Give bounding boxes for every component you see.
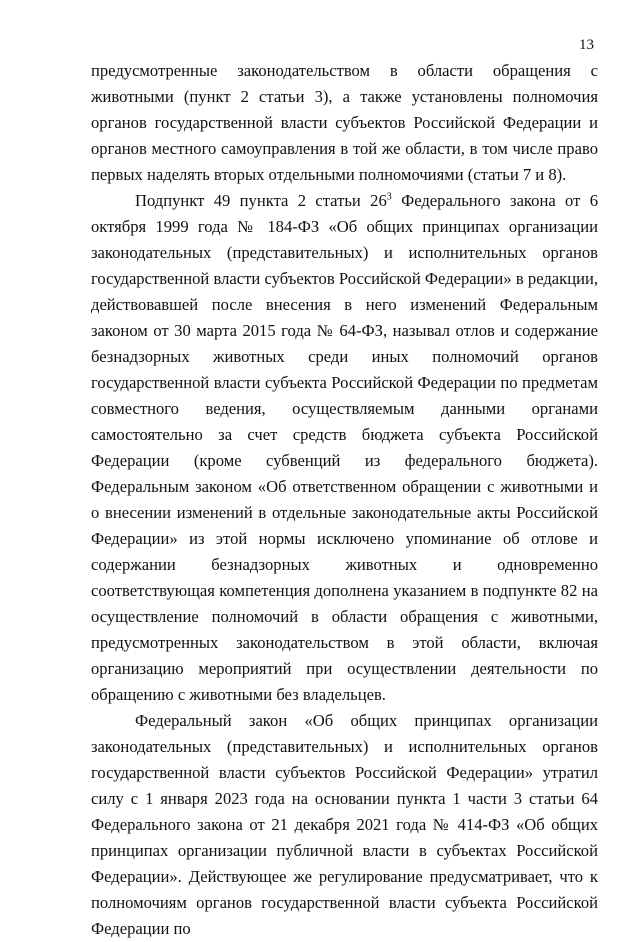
paragraph-1: предусмотренные законодательством в области обращения с животными (пункт 2 статьи 3), а также установлены полномочия органов государственной власти субъектов Российской Федерации и органов местного самоуправления в той же области, в том числе право первых наделять вторых отдельными полномочиями (статьи 7 и 8).: [91, 61, 598, 184]
page-number: 13: [579, 37, 594, 53]
paragraph-2-text-rest: Федерального закона от 6 октября 1999 года № 184-ФЗ «Об общих принципах организации законодательных (представительных) и исполнительных органов государственной власти субъектов Российской Федерации» в редакции, действовавшей после внесения в него изменений Федеральным законом от 30 марта 2015 года № 64-ФЗ, называл отлов и содержание безнадзорных животных среди иных полномочий органов государственной власти субъекта Российской Федерации по предметам совместного ведения, осуществляемым данными органами самостоятельно за счет средств бюджета субъекта Российской Федерации (кроме субвенций из федерального бюджета). Федеральным законом «Об ответственном обращении с животными и о внесении изменений в отдельные законодательные акты Российской Федерации» из этой нормы исключено упоминание об отлове и содержании безнадзорных животных и одновременно соответствующая компетенция дополнена указанием в подпункте 82 на осуществление полномочий в области обращения с животными, предусмотренных законодательством в этой области, включая организацию мероприятий при осуществлении деятельности по обращению с животными без владельцев.: [91, 191, 598, 704]
article-superscript: 3: [386, 191, 392, 203]
document-body: [91, 58, 598, 942]
paragraph-2-text-start: Подпункт 49 пункта 2 статьи 26: [135, 191, 387, 210]
paragraph-3: Федеральный закон «Об общих принципах организации законодательных (представительных) и исполнительных органов государственной власти субъектов Российской Федерации» утратил силу с 1 января 2023 года на основании пункта 1 части 3 статьи 64 Федерального закона от 21 декабря 2021 года № 414-ФЗ «Об общих принципах организации публичной власти в субъектах Российской Федерации». Действующее же регулирование предусматривает, что к полномочиям органов государственной власти субъекта Российской Федерации по: [91, 711, 598, 938]
paragraph-2: [91, 188, 598, 708]
